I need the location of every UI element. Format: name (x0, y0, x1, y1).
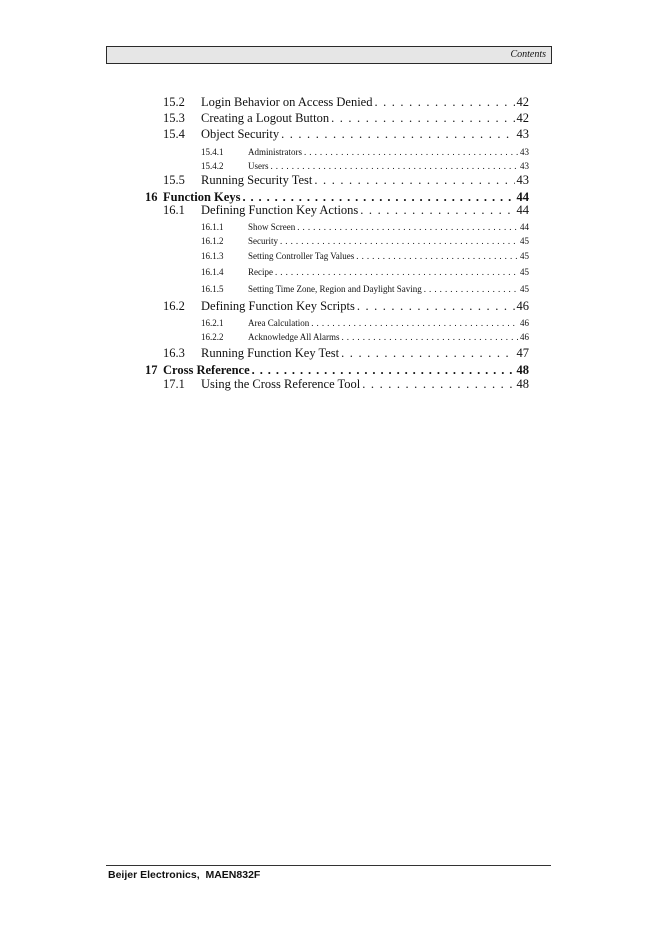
toc-leader-dots (281, 127, 514, 142)
toc-leader-dots (374, 95, 514, 110)
toc-entry[interactable] (201, 284, 529, 294)
toc-entry-number: 16.1.1 (201, 222, 224, 232)
toc-entry[interactable] (163, 203, 529, 218)
toc-entry[interactable] (201, 236, 529, 246)
toc-leader-dots (275, 267, 518, 277)
toc-entry-page: 45 (520, 236, 529, 246)
toc-entry-number: 15.4 (163, 127, 185, 141)
toc-leader-dots (362, 377, 514, 392)
toc-entry-title: Setting Time Zone, Region and Daylight Saving (248, 284, 422, 294)
toc-entry-title: Login Behavior on Access Denied (201, 95, 373, 109)
toc-entry-number: 15.2 (163, 95, 185, 109)
toc-entry-number: 15.4.1 (201, 147, 224, 157)
toc-leader-dots (314, 173, 514, 188)
footer-doc-id: MAEN832F (205, 869, 261, 881)
toc-leader-dots (252, 363, 515, 378)
toc-entry[interactable] (201, 147, 529, 157)
toc-entry-number: 16.1.5 (201, 284, 224, 294)
toc-entry[interactable] (201, 267, 529, 277)
toc-entry-title: Defining Function Key Scripts (201, 299, 355, 313)
toc-entry-page: 48 (516, 363, 529, 377)
toc-entry-title: Cross Reference (163, 363, 250, 377)
toc-entry-number: 15.5 (163, 173, 185, 187)
toc-entry-title: Defining Function Key Actions (201, 203, 359, 217)
toc-leader-dots (271, 161, 519, 171)
toc-entry-page: 43 (520, 147, 529, 157)
toc-chapter-entry[interactable] (145, 363, 529, 378)
footer (108, 869, 260, 881)
toc-entry-page: 44 (520, 222, 529, 232)
toc-entry[interactable] (201, 332, 529, 342)
toc-entry[interactable] (163, 127, 529, 142)
toc-entry[interactable] (163, 377, 529, 392)
toc-entry-page: 47 (516, 346, 529, 360)
toc-entry-page: 42 (516, 95, 529, 109)
header-section-label: Contents (510, 49, 546, 60)
toc-entry[interactable] (201, 161, 529, 171)
toc-entry-title: Acknowledge All Alarms (248, 332, 340, 342)
toc-entry-number: 15.3 (163, 111, 185, 125)
toc-entry[interactable] (201, 222, 529, 232)
toc-leader-dots (357, 299, 515, 314)
toc-entry-page: 45 (520, 251, 529, 261)
toc-entry-title: Running Security Test (201, 173, 313, 187)
toc-entry-title: Using the Cross Reference Tool (201, 377, 361, 391)
toc-entry-title: Area Calculation (248, 318, 310, 328)
toc-entry[interactable] (163, 346, 529, 361)
toc-entry-number: 16.3 (163, 346, 185, 360)
toc-entry-title: Recipe (248, 267, 273, 277)
toc-entry-title: Administrators (248, 147, 302, 157)
toc-leader-dots (304, 147, 518, 157)
toc-entry[interactable] (163, 111, 529, 126)
toc-leader-dots (360, 203, 514, 218)
toc-leader-dots (342, 332, 519, 342)
toc-entry-page: 46 (520, 332, 529, 342)
toc-entry-number: 16.1.3 (201, 251, 224, 261)
toc-leader-dots (356, 251, 518, 261)
toc-entry-page: 46 (520, 318, 529, 328)
toc-entry-number: 16.1 (163, 203, 185, 217)
toc-entry[interactable] (201, 318, 529, 328)
footer-rule (106, 865, 551, 866)
toc-entry-title: Users (248, 161, 269, 171)
toc-entry-number: 16.1.4 (201, 267, 224, 277)
toc-entry-number: 16.2 (163, 299, 185, 313)
toc-entry-number: 16.2.1 (201, 318, 224, 328)
toc-leader-dots (341, 346, 514, 361)
toc-leader-dots (297, 222, 518, 232)
toc-entry[interactable] (163, 299, 529, 314)
toc-entry-title: Object Security (201, 127, 280, 141)
toc-leader-dots (424, 284, 518, 294)
toc-entry-title: Security (248, 236, 278, 246)
toc-entry-page: 48 (516, 377, 529, 391)
toc-entry-title: Setting Controller Tag Values (248, 251, 355, 261)
toc-entry-title: Running Function Key Test (201, 346, 340, 360)
toc-entry-page: 46 (516, 299, 529, 313)
toc-entry-number: 17 (145, 363, 158, 377)
toc-entry-page: 44 (516, 190, 529, 204)
toc-entry-number: 16.2.2 (201, 332, 224, 342)
toc-entry-title: Creating a Logout Button (201, 111, 330, 125)
toc-entry-page: 45 (520, 267, 529, 277)
toc-leader-dots (280, 236, 518, 246)
toc-entry-title: Show Screen (248, 222, 296, 232)
toc-entry[interactable] (163, 95, 529, 110)
running-header (106, 46, 552, 64)
toc-entry[interactable] (163, 173, 529, 188)
toc-entry-number: 16.1.2 (201, 236, 224, 246)
toc-leader-dots (331, 111, 514, 126)
toc-entry-number: 16 (145, 190, 158, 204)
footer-company: Beijer Electronics, (108, 869, 200, 881)
toc-entry[interactable] (201, 251, 529, 261)
toc-entry-number: 15.4.2 (201, 161, 224, 171)
toc-entry-page: 44 (516, 203, 529, 217)
toc-entry-number: 17.1 (163, 377, 185, 391)
toc-entry-page: 43 (516, 127, 529, 141)
toc-leader-dots (311, 318, 518, 328)
toc-entry-page: 45 (520, 284, 529, 294)
toc-entry-page: 43 (520, 161, 529, 171)
toc-entry-page: 42 (516, 111, 529, 125)
toc-entry-title: Function Keys (163, 190, 241, 204)
toc-entry-page: 43 (516, 173, 529, 187)
